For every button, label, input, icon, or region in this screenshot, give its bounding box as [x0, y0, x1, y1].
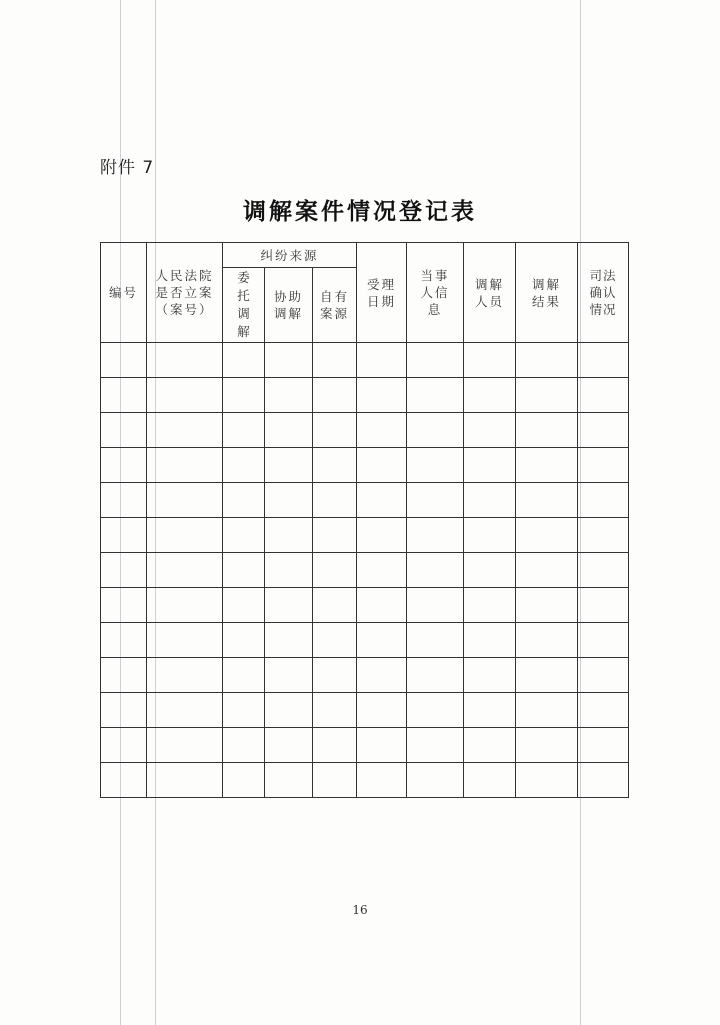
table-row — [101, 518, 629, 553]
table-cell — [357, 378, 407, 413]
table-cell — [516, 483, 578, 518]
table-cell — [223, 658, 265, 693]
table-cell — [147, 343, 223, 378]
table-cell — [578, 448, 629, 483]
header-judicial-confirm — [578, 243, 629, 343]
header-accept-date-label: 受理日期 — [366, 276, 396, 309]
header-source-entrusted — [223, 268, 265, 343]
table-cell — [516, 413, 578, 448]
table-cell — [578, 658, 629, 693]
table-cell — [464, 483, 516, 518]
table-cell — [313, 448, 357, 483]
table-cell — [147, 693, 223, 728]
table-cell — [578, 763, 629, 798]
header-source-self — [313, 268, 357, 343]
table-cell — [407, 448, 464, 483]
table-cell — [407, 343, 464, 378]
table-cell — [407, 623, 464, 658]
table-cell — [578, 623, 629, 658]
table-cell — [357, 693, 407, 728]
table-cell — [313, 658, 357, 693]
page-title: 调解案件情况登记表 — [243, 199, 477, 225]
table-cell — [313, 693, 357, 728]
table-cell — [407, 413, 464, 448]
table-row — [101, 413, 629, 448]
table-cell — [147, 378, 223, 413]
table-cell — [147, 553, 223, 588]
header-source-self-label: 自有案源 — [319, 289, 349, 321]
table-cell — [516, 623, 578, 658]
table-cell — [101, 623, 147, 658]
table-cell — [578, 728, 629, 763]
table-cell — [313, 343, 357, 378]
table-cell — [516, 378, 578, 413]
table-cell — [516, 343, 578, 378]
table-cell — [578, 413, 629, 448]
table-cell — [357, 518, 407, 553]
header-source-group-label: 纠纷来源 — [260, 247, 319, 263]
table-cell — [147, 763, 223, 798]
table-cell — [516, 588, 578, 623]
table-cell — [265, 588, 313, 623]
table-cell — [407, 518, 464, 553]
table-cell — [101, 728, 147, 763]
table-cell — [464, 728, 516, 763]
header-party-info-label: 当事人信息 — [420, 268, 450, 317]
table-cell — [223, 483, 265, 518]
table-cell — [265, 693, 313, 728]
table-row — [101, 728, 629, 763]
table-cell — [357, 483, 407, 518]
table-cell — [516, 658, 578, 693]
registration-table — [100, 242, 629, 798]
table-row — [101, 693, 629, 728]
header-source-entrusted-label: 委托调解 — [237, 270, 250, 339]
table-cell — [313, 378, 357, 413]
table-cell — [464, 553, 516, 588]
table-cell — [223, 763, 265, 798]
table-body — [101, 343, 629, 798]
table-cell — [516, 553, 578, 588]
table-cell — [407, 483, 464, 518]
table-cell — [357, 343, 407, 378]
table-cell — [578, 483, 629, 518]
table-row — [101, 343, 629, 378]
table-cell — [223, 343, 265, 378]
header-source-assisted-label: 协助调解 — [273, 289, 303, 321]
table-cell — [101, 588, 147, 623]
table-cell — [516, 518, 578, 553]
header-judicial-confirm-label: 司法确认情况 — [589, 268, 617, 317]
table-cell — [147, 623, 223, 658]
table-cell — [147, 448, 223, 483]
header-number — [101, 243, 147, 343]
table-cell — [313, 728, 357, 763]
table-cell — [265, 448, 313, 483]
header-source-assisted — [265, 268, 313, 343]
header-court-filed-label: 人民法院是否立案（案号） — [155, 268, 214, 317]
table-cell — [223, 448, 265, 483]
table-cell — [357, 448, 407, 483]
table-cell — [101, 693, 147, 728]
table-cell — [101, 413, 147, 448]
header-party-info — [407, 243, 464, 343]
table-cell — [101, 553, 147, 588]
table-cell — [265, 378, 313, 413]
table-cell — [357, 658, 407, 693]
table-cell — [357, 553, 407, 588]
table-cell — [223, 518, 265, 553]
table-cell — [265, 553, 313, 588]
table-cell — [407, 588, 464, 623]
table-cell — [313, 413, 357, 448]
table-cell — [464, 588, 516, 623]
table-cell — [223, 553, 265, 588]
table-row — [101, 483, 629, 518]
table-cell — [265, 343, 313, 378]
table-cell — [223, 588, 265, 623]
table-cell — [101, 343, 147, 378]
table-cell — [101, 483, 147, 518]
table-cell — [265, 623, 313, 658]
table-row — [101, 588, 629, 623]
table-cell — [147, 588, 223, 623]
table-cell — [223, 728, 265, 763]
annex-label: 附件 7 — [100, 158, 155, 178]
table-cell — [578, 518, 629, 553]
table-cell — [407, 553, 464, 588]
table-cell — [101, 763, 147, 798]
table-cell — [313, 518, 357, 553]
table-cell — [357, 623, 407, 658]
header-source-group — [223, 243, 357, 268]
header-result-label: 调解结果 — [531, 276, 561, 309]
table-cell — [223, 693, 265, 728]
table-cell — [101, 378, 147, 413]
table-cell — [464, 448, 516, 483]
table-row — [101, 378, 629, 413]
table-cell — [357, 413, 407, 448]
table-cell — [407, 378, 464, 413]
header-result — [516, 243, 578, 343]
table-cell — [147, 658, 223, 693]
table-cell — [464, 378, 516, 413]
header-court-filed — [147, 243, 223, 343]
table-cell — [516, 728, 578, 763]
table-cell — [223, 413, 265, 448]
table-cell — [464, 413, 516, 448]
table-cell — [265, 658, 313, 693]
table-cell — [578, 343, 629, 378]
table-cell — [464, 623, 516, 658]
table-row — [101, 623, 629, 658]
table-cell — [265, 518, 313, 553]
table-cell — [464, 518, 516, 553]
table-cell — [516, 763, 578, 798]
table-cell — [147, 483, 223, 518]
table-row — [101, 763, 629, 798]
page-number: 16 — [352, 903, 368, 917]
header-mediator-label: 调解人员 — [474, 276, 504, 309]
table-cell — [265, 483, 313, 518]
table-cell — [313, 623, 357, 658]
table-cell — [357, 763, 407, 798]
table-cell — [265, 728, 313, 763]
table-cell — [147, 518, 223, 553]
table-row — [101, 553, 629, 588]
table-cell — [147, 728, 223, 763]
table-cell — [464, 693, 516, 728]
table-cell — [464, 343, 516, 378]
table-cell — [265, 413, 313, 448]
table-cell — [578, 553, 629, 588]
table-cell — [516, 448, 578, 483]
table-cell — [516, 693, 578, 728]
table-cell — [101, 658, 147, 693]
header-mediator — [464, 243, 516, 343]
table-cell — [578, 378, 629, 413]
table-cell — [147, 413, 223, 448]
table-cell — [464, 658, 516, 693]
table-cell — [313, 553, 357, 588]
table-cell — [407, 693, 464, 728]
table-cell — [407, 728, 464, 763]
table-cell — [101, 448, 147, 483]
table-cell — [578, 588, 629, 623]
table-cell — [265, 763, 313, 798]
table-cell — [464, 763, 516, 798]
table-cell — [101, 518, 147, 553]
table-cell — [223, 378, 265, 413]
table-cell — [578, 693, 629, 728]
table-cell — [357, 728, 407, 763]
table-cell — [357, 588, 407, 623]
table-cell — [223, 623, 265, 658]
table-row — [101, 658, 629, 693]
table-cell — [313, 588, 357, 623]
table-cell — [407, 763, 464, 798]
table-row — [101, 448, 629, 483]
header-number-label: 编号 — [108, 285, 138, 300]
header-accept-date — [357, 243, 407, 343]
table-cell — [313, 483, 357, 518]
table-cell — [313, 763, 357, 798]
table-cell — [407, 658, 464, 693]
